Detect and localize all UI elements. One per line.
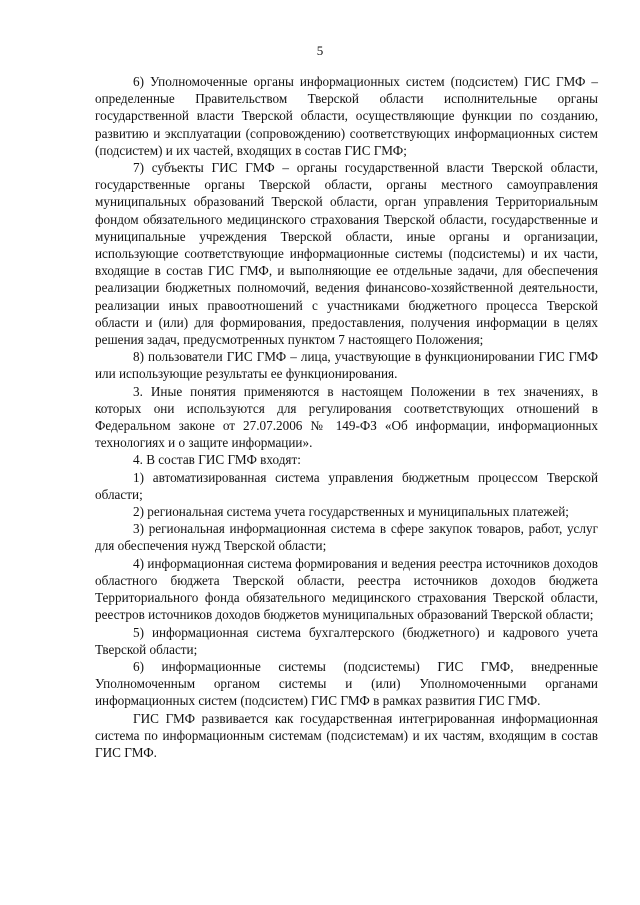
paragraph-item-6-authorized-bodies: 6) Уполномоченные органы информационных систем (подсистем) ГИС ГМФ – определенные Правительством Тверской области исполнительные органы государственной власти Тверской области, осуществляющие функции по созданию, развитию и эксплуатации (сопровождению) соответствующих информационных систем (подсистем) и их частей, входящих в состав ГИС ГМФ; — [95, 74, 598, 158]
list-item-4-revenue-registry-system: 4) информационная система формирования и ведения реестра источников доходов областного бюджета Тверской области, реестра источников доходов бюджета Территориального фонда обязательного медицинского страхования Тверской области, реестров источников доходов бюджетов муниципальных образований Тверской области; — [95, 555, 598, 623]
paragraph-item-8-users: 8) пользователи ГИС ГМФ – лица, участвующие в функционировании ГИС ГМФ или использующие результаты ее функционирования. — [95, 349, 598, 382]
list-item-2-payments-system: 2) региональная система учета государственных и муниципальных платежей; — [133, 504, 569, 520]
paragraph-section-3-terms: 3. Иные понятия применяются в настоящем Положении в тех значениях, в которых они используются для регулирования соответствующих отношений в Федеральном законе от 27.07.2006 № 149-ФЗ «Об информации, информационных технологиях и о защите информации». — [95, 383, 598, 451]
page-number: 5 — [316, 43, 324, 58]
list-item-6-subsystems: 6) информационные системы (подсистемы) ГИС ГМФ, внедренные Уполномоченным органом системы и (или) Уполномоченными органами информационных систем (подсистем) ГИС ГМФ в рамках развития ГИС ГМФ. — [95, 658, 598, 709]
list-item-1-budget-process-system: 1) автоматизированная система управления бюджетным процессом Тверской области; — [95, 469, 598, 502]
paragraph-development: ГИС ГМФ развивается как государственная интегрированная информационная система по информационным системам (подсистемам) и их частям, входящим в состав ГИС ГМФ. — [95, 710, 598, 760]
list-item-5-accounting-system: 5) информационная система бухгалтерского (бюджетного) и кадрового учета Тверской области; — [95, 624, 598, 657]
paragraph-section-4-composition: 4. В состав ГИС ГМФ входят: — [133, 452, 301, 468]
list-item-3-procurement-system: 3) региональная информационная система в сфере закупок товаров, работ, услуг для обеспечения нужд Тверской области; — [95, 521, 598, 554]
paragraph-item-7-subjects: 7) субъекты ГИС ГМФ – органы государственной власти Тверской области, государственные органы Тверской области, органы местного самоуправления муниципальных образований Тверской области, орган управления Территориальным фондом обязательного медицинского страхования Тверской области, государственные и муниципальные учреждения Тверской области, иные органы и организации, использующие соответствующие информационные системы (подсистемы) и их части, входящие в состав ГИС ГМФ, и выполняющие ее отдельные задачи, для обеспечения реализации бюджетных полномочий, ведения финансово-хозяйственной деятельности, реализации иных правоотношений с участниками бюджетного процесса Тверской области и (или) для формирования, предоставления, получения информации в целях решения задач, предусмотренных пунктом 7 настоящего Положения; — [95, 160, 598, 348]
document-body — [95, 73, 598, 761]
